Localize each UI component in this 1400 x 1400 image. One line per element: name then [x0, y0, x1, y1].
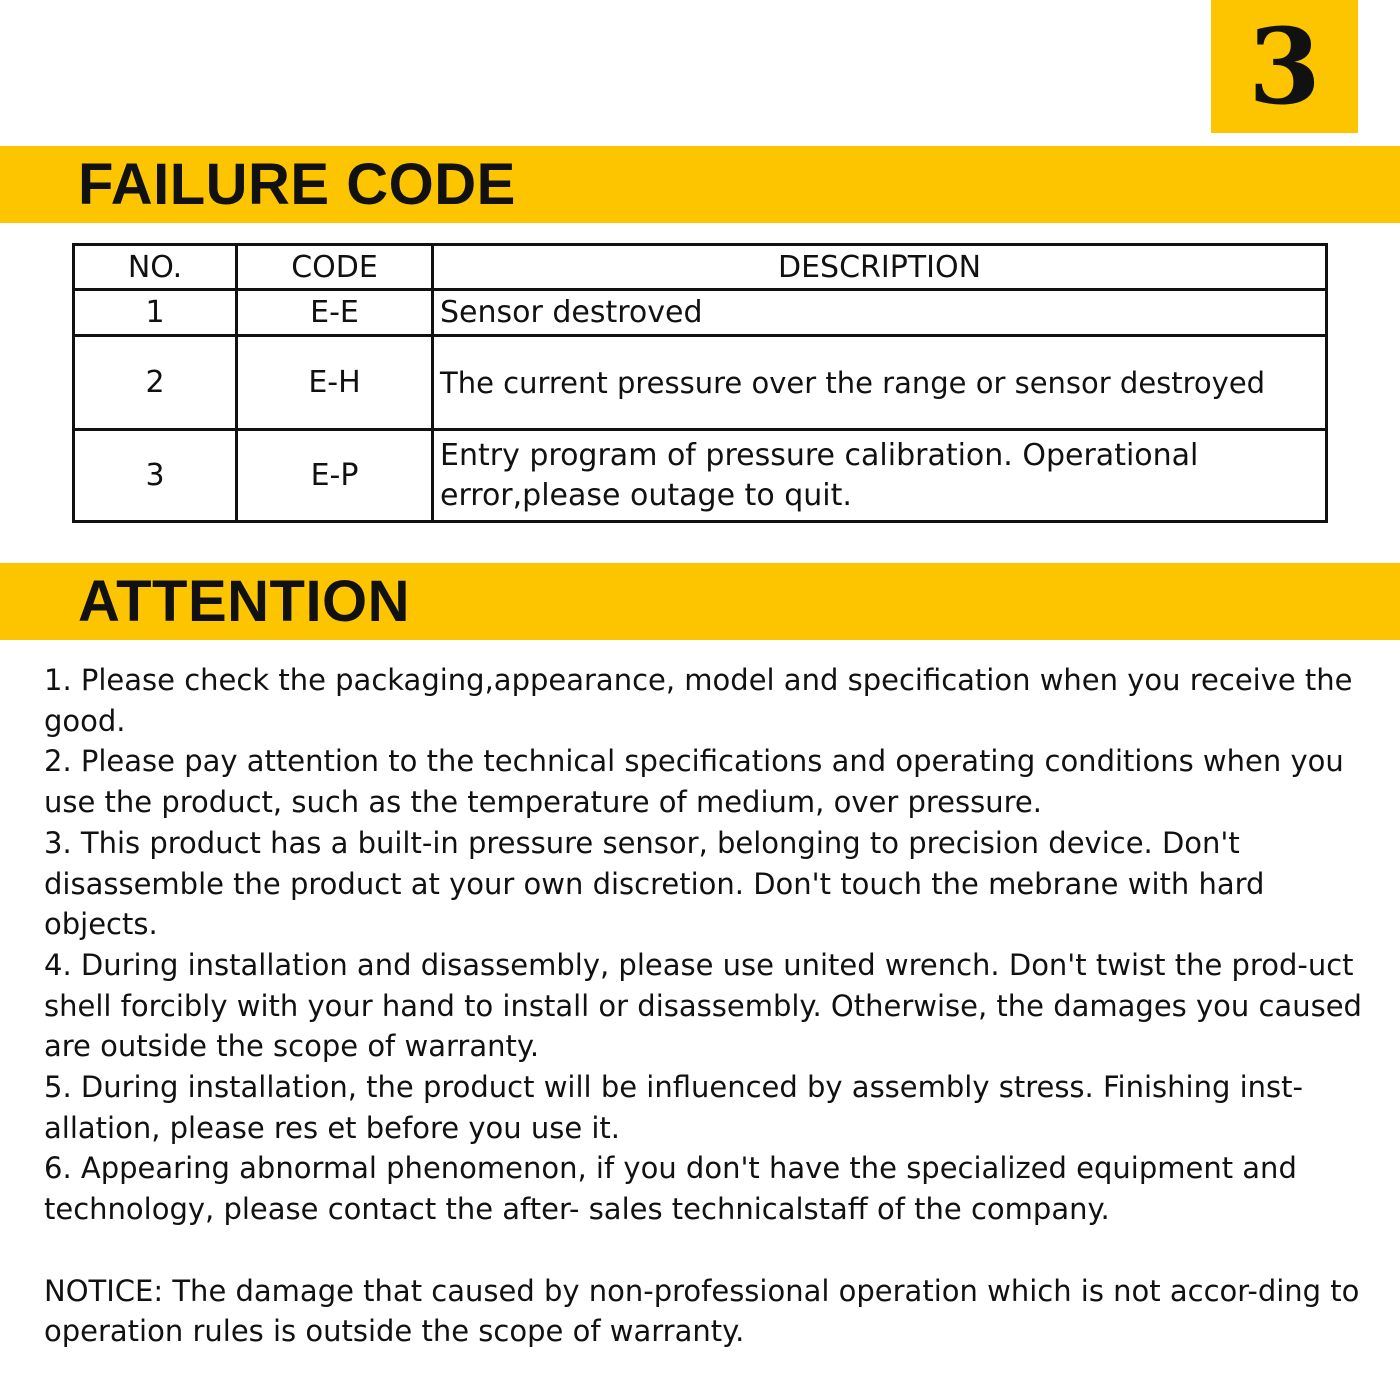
attention-item: 1. Please check the packaging,appearance, model and specification when you receive the good. [44, 663, 1353, 738]
row-description: The current pressure over the range or sensor destroyed [433, 336, 1327, 430]
attention-item: 5. During installation, the product will be influenced by assembly stress. Finishing inst-allation, please res et before you use it. [44, 1070, 1303, 1145]
page-number-badge [1211, 0, 1358, 133]
page-number: 3 [1248, 5, 1321, 128]
row-code: E-H [237, 336, 433, 430]
row-no: 3 [74, 430, 237, 522]
column-header-code: CODE [237, 245, 433, 290]
table-row [74, 336, 1327, 430]
failure-code-table [72, 243, 1328, 523]
column-header-description: DESCRIPTION [433, 245, 1327, 290]
row-no: 1 [74, 290, 237, 336]
row-code: E-P [237, 430, 433, 522]
row-description: Sensor destroved [433, 290, 1327, 336]
row-description: Entry program of pressure calibration. Operational error,please outage to quit. [433, 430, 1327, 522]
failure-code-header [0, 146, 1400, 223]
notice-text: NOTICE: The damage that caused by non-professional operation which is not accor-ding to operation rules is outside the scope of warranty. [44, 1273, 1360, 1349]
table-header-row [74, 245, 1327, 290]
failure-code-title: FAILURE CODE [78, 152, 516, 217]
attention-list [44, 660, 1369, 1352]
attention-item: 3. This product has a built-in pressure sensor, belonging to precision device. Don't disassemble the product at your own discretion. Don't touch the mebrane with hard objects. [44, 825, 1265, 942]
table-row [74, 290, 1327, 336]
attention-title: ATTENTION [78, 569, 411, 634]
column-header-no: NO. [74, 245, 237, 290]
attention-item: 2. Please pay attention to the technical specifications and operating conditions when you use the product, such as the temperature of medium, over pressure. [44, 744, 1344, 820]
attention-item: 4. During installation and disassembly, please use united wrench. Don't twist the prod-uct shell forcibly with your hand to install or disassembly. Otherwise, the damages you caused are outside the scope of warranty. [44, 947, 1362, 1064]
table-row [74, 430, 1327, 522]
row-no: 2 [74, 336, 237, 430]
attention-item: 6. Appearing abnormal phenomenon, if you don't have the specialized equipment and technology, please contact the after- sales technicalstaff of the company. [44, 1151, 1297, 1227]
attention-header [0, 563, 1400, 640]
row-code: E-E [237, 290, 433, 336]
